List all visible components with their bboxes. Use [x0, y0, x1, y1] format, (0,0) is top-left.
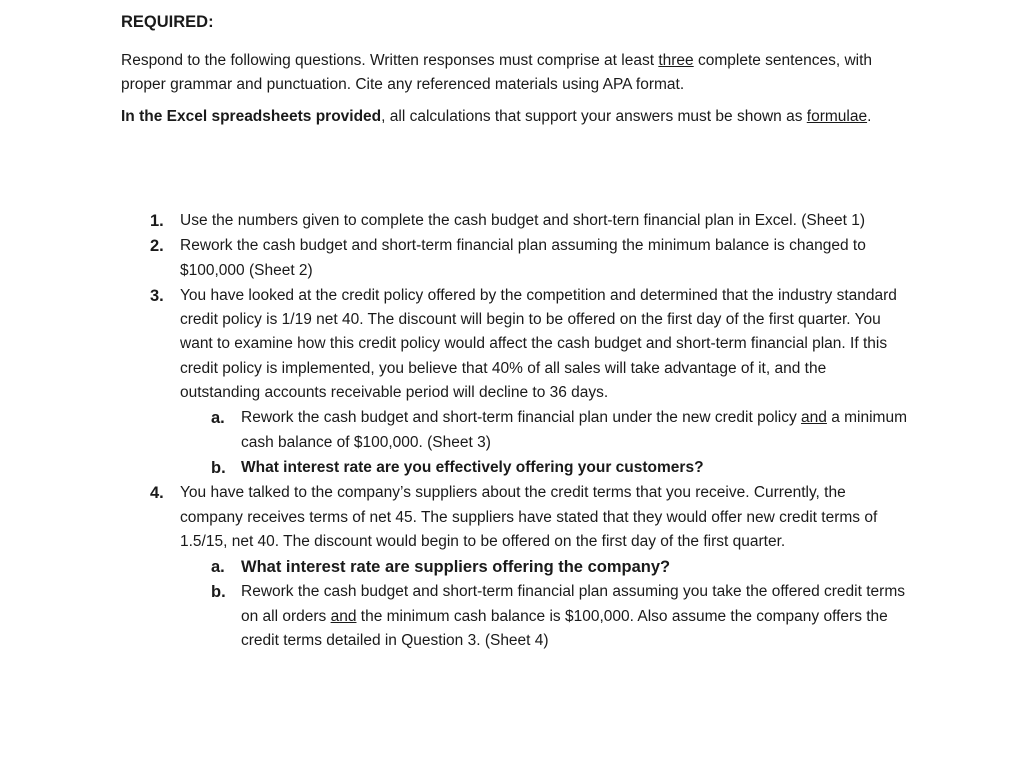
question-text: Use the numbers given to complete the cash budget and short-tern financial plan in Excel. (Sheet 1) — [180, 212, 865, 229]
required-heading: REQUIRED: — [121, 13, 214, 31]
subquestion-text: Rework the cash budget and short-term financial plan assuming you take the offered credit terms on all orders and the minimum cash balance is $100,000. Also assume the company offers the credit terms detailed in Question 3. (Sheet 4) — [241, 583, 905, 650]
question-4 — [150, 481, 910, 554]
question-1 — [150, 209, 910, 233]
subquestion-text: What interest rate are suppliers offering the company? — [241, 558, 671, 577]
question-text: You have looked at the credit policy offered by the competition and determined that the industry standard credit policy is 1/19 net 40. The discount will begin to be offered on the first day of the first quarter. You want to examine how this credit policy would affect the cash budget and short-term financial plan. If this credit policy is implemented, you believe that 40% of all sales will take advantage of it, and the outstanding accounts receivable period will decline to 36 days. — [180, 286, 897, 402]
question-4b — [211, 580, 910, 653]
subquestion-letter: b. — [211, 458, 226, 477]
subquestion-text: What interest rate are you effectively offering your customers? — [241, 458, 704, 476]
question-number: 1. — [150, 212, 164, 230]
question-number: 4. — [150, 484, 164, 503]
question-text: You have talked to the company’s suppliers about the credit terms that you receive. Currently, the company receives terms of net 45. The suppliers have stated that they would offer new credit terms of 1.5/15, net 40. The discount would begin to be offered on the first day of the first quarter. — [180, 484, 878, 550]
question-number: 2. — [150, 237, 164, 256]
question-number: 3. — [150, 286, 164, 305]
questions-list — [150, 209, 910, 654]
document-body — [121, 10, 921, 129]
question-2 — [150, 234, 910, 283]
question-3b — [211, 456, 910, 480]
subquestion-letter: b. — [211, 583, 226, 602]
subquestion-letter: a. — [211, 409, 225, 428]
question-3 — [150, 284, 910, 405]
question-text: Rework the cash budget and short-term financial plan assuming the minimum balance is changed to $100,000 (Sheet 2) — [180, 237, 866, 279]
question-4a — [211, 555, 910, 579]
excel-paragraph: In the Excel spreadsheets provided, all calculations that support your answers must be shown as formulae. — [121, 108, 872, 125]
instructions-paragraph: Respond to the following questions. Written responses must comprise at least three complete sentences, with proper grammar and punctuation. Cite any referenced materials using APA format. — [121, 52, 873, 93]
question-3a — [211, 406, 910, 455]
subquestion-letter: a. — [211, 558, 225, 577]
subquestion-text: Rework the cash budget and short-term financial plan under the new credit policy and a minimum cash balance of $100,000. (Sheet 3) — [241, 409, 908, 451]
